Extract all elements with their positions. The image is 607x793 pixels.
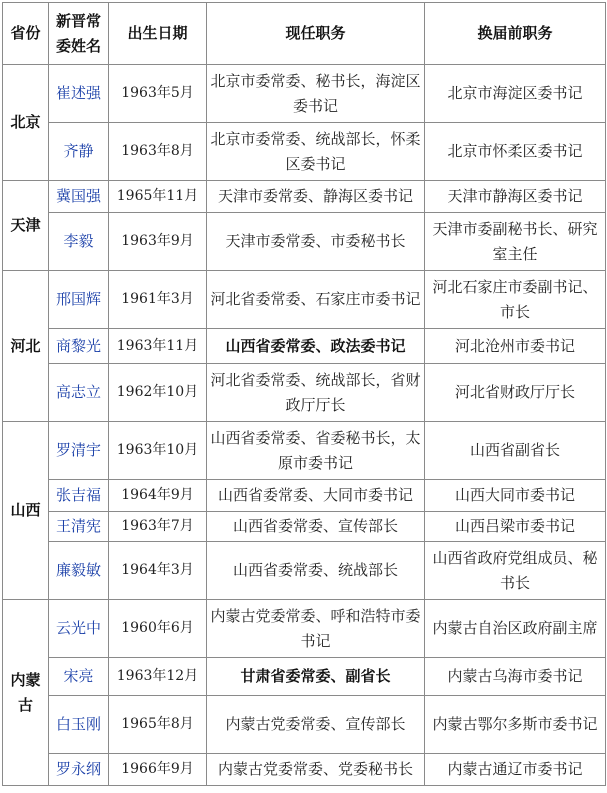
header-previous-position: 换届前职务 bbox=[425, 3, 606, 65]
current-position: 天津市委常委、市委秘书长 bbox=[207, 213, 425, 271]
current-position: 河北省委常委、统战部长，省财政厅厅长 bbox=[207, 364, 425, 422]
birth-date: 1963年5月 bbox=[109, 65, 207, 123]
table-row bbox=[3, 542, 606, 600]
table-row bbox=[3, 696, 606, 754]
previous-position: 山西大同市委书记 bbox=[425, 480, 606, 512]
current-position: 内蒙古党委常委、宣传部长 bbox=[207, 696, 425, 754]
current-position: 甘肃省委常委、副省长 bbox=[207, 658, 425, 696]
previous-position: 内蒙古鄂尔多斯市委书记 bbox=[425, 696, 606, 754]
table-row bbox=[3, 123, 606, 181]
previous-position: 山西省政府党组成员、秘书长 bbox=[425, 542, 606, 600]
previous-position: 河北沧州市委书记 bbox=[425, 329, 606, 364]
table-row bbox=[3, 329, 606, 364]
previous-position: 山西吕梁市委书记 bbox=[425, 512, 606, 542]
current-position: 内蒙古党委常委、呼和浩特市委书记 bbox=[207, 600, 425, 658]
table-row bbox=[3, 213, 606, 271]
table-row bbox=[3, 271, 606, 329]
birth-date: 1963年12月 bbox=[109, 658, 207, 696]
table-row bbox=[3, 181, 606, 213]
current-position: 山西省委常委、政法委书记 bbox=[207, 329, 425, 364]
official-name: 李毅 bbox=[49, 213, 109, 271]
birth-date: 1961年3月 bbox=[109, 271, 207, 329]
header-birth: 出生日期 bbox=[109, 3, 207, 65]
current-position: 北京市委常委、统战部长，怀柔区委书记 bbox=[207, 123, 425, 181]
previous-position: 山西省副省长 bbox=[425, 422, 606, 480]
table-row bbox=[3, 65, 606, 123]
previous-position: 北京市怀柔区委书记 bbox=[425, 123, 606, 181]
official-name: 宋亮 bbox=[49, 658, 109, 696]
header-province: 省份 bbox=[3, 3, 49, 65]
table-row bbox=[3, 600, 606, 658]
header-row bbox=[3, 3, 606, 65]
birth-date: 1965年11月 bbox=[109, 181, 207, 213]
header-current-position: 现任职务 bbox=[207, 3, 425, 65]
table-row bbox=[3, 512, 606, 542]
official-name: 罗清宇 bbox=[49, 422, 109, 480]
official-name: 冀国强 bbox=[49, 181, 109, 213]
current-position: 河北省委常委、石家庄市委书记 bbox=[207, 271, 425, 329]
official-name: 白玉刚 bbox=[49, 696, 109, 754]
current-position: 山西省委常委、宣传部长 bbox=[207, 512, 425, 542]
table-row bbox=[3, 754, 606, 786]
previous-position: 内蒙古乌海市委书记 bbox=[425, 658, 606, 696]
current-position: 天津市委常委、静海区委书记 bbox=[207, 181, 425, 213]
birth-date: 1963年8月 bbox=[109, 123, 207, 181]
birth-date: 1963年10月 bbox=[109, 422, 207, 480]
previous-position: 北京市海淀区委书记 bbox=[425, 65, 606, 123]
officials-table bbox=[2, 2, 606, 786]
official-name: 邢国辉 bbox=[49, 271, 109, 329]
official-name: 高志立 bbox=[49, 364, 109, 422]
table-row bbox=[3, 364, 606, 422]
birth-date: 1960年6月 bbox=[109, 600, 207, 658]
current-position: 山西省委常委、统战部长 bbox=[207, 542, 425, 600]
province-cell: 河北 bbox=[3, 271, 49, 422]
province-cell: 山西 bbox=[3, 422, 49, 600]
current-position: 北京市委常委、秘书长，海淀区委书记 bbox=[207, 65, 425, 123]
current-position: 山西省委常委、大同市委书记 bbox=[207, 480, 425, 512]
table-row bbox=[3, 658, 606, 696]
official-name: 王清宪 bbox=[49, 512, 109, 542]
official-name: 崔述强 bbox=[49, 65, 109, 123]
table-row bbox=[3, 480, 606, 512]
official-name: 商黎光 bbox=[49, 329, 109, 364]
birth-date: 1965年8月 bbox=[109, 696, 207, 754]
official-name: 齐静 bbox=[49, 123, 109, 181]
previous-position: 内蒙古通辽市委书记 bbox=[425, 754, 606, 786]
birth-date: 1964年3月 bbox=[109, 542, 207, 600]
birth-date: 1963年11月 bbox=[109, 329, 207, 364]
previous-position: 内蒙古自治区政府副主席 bbox=[425, 600, 606, 658]
province-cell: 北京 bbox=[3, 65, 49, 181]
table-row bbox=[3, 422, 606, 480]
birth-date: 1963年7月 bbox=[109, 512, 207, 542]
birth-date: 1963年9月 bbox=[109, 213, 207, 271]
province-cell: 内蒙古 bbox=[3, 600, 49, 786]
header-name: 新晋常委姓名 bbox=[49, 3, 109, 65]
birth-date: 1964年9月 bbox=[109, 480, 207, 512]
previous-position: 天津市静海区委书记 bbox=[425, 181, 606, 213]
province-cell: 天津 bbox=[3, 181, 49, 271]
official-name: 廉毅敏 bbox=[49, 542, 109, 600]
official-name: 张吉福 bbox=[49, 480, 109, 512]
official-name: 罗永纲 bbox=[49, 754, 109, 786]
previous-position: 河北石家庄市委副书记、市长 bbox=[425, 271, 606, 329]
previous-position: 河北省财政厅厅长 bbox=[425, 364, 606, 422]
birth-date: 1962年10月 bbox=[109, 364, 207, 422]
birth-date: 1966年9月 bbox=[109, 754, 207, 786]
current-position: 山西省委常委、省委秘书长，太原市委书记 bbox=[207, 422, 425, 480]
previous-position: 天津市委副秘书长、研究室主任 bbox=[425, 213, 606, 271]
official-name: 云光中 bbox=[49, 600, 109, 658]
current-position: 内蒙古党委常委、党委秘书长 bbox=[207, 754, 425, 786]
